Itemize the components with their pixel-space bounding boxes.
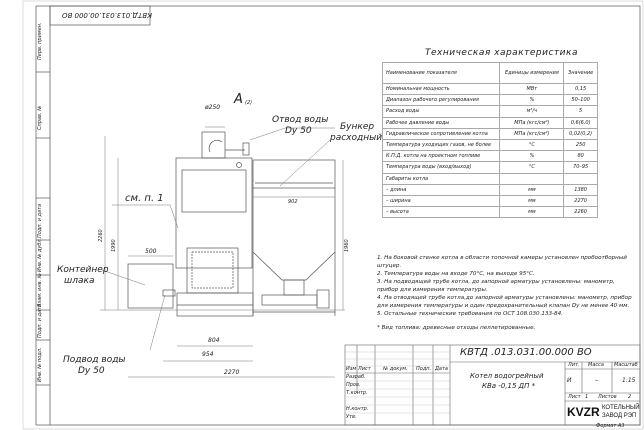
tech-cell: 250: [564, 139, 598, 150]
role: Н.контр.: [346, 406, 369, 412]
tech-cell: 2260: [564, 207, 598, 218]
mass-label: Масса: [588, 362, 604, 368]
sheets-value: 2: [628, 394, 632, 400]
product-name: Котел водогрейный: [470, 372, 544, 380]
tech-cell: °С: [500, 162, 564, 173]
tech-cell: Температура уходящих газов, не более: [383, 139, 500, 150]
tech-cell: Диапазон рабочего регулирования: [383, 95, 500, 106]
dim-902: 902: [288, 199, 298, 205]
col-sign: Подп.: [416, 366, 432, 372]
tech-row: [383, 195, 598, 206]
dim-2260: 2260: [98, 229, 104, 242]
tech-cell: МПа (кгс/см²): [500, 117, 564, 128]
tech-cell: 2270: [564, 195, 598, 206]
tech-cell: мм: [500, 184, 564, 195]
tech-cell: – длина: [383, 184, 500, 195]
hopper-label: Бункер: [340, 122, 375, 132]
role: Т.контр.: [346, 390, 368, 396]
hopper-label-2: расходный: [330, 133, 383, 143]
note-item: 1. На боковой стенке котла в области топочной камеры установлен пробоотборный штуцер.: [377, 255, 627, 269]
tech-cell: 0,15: [564, 84, 598, 95]
chimney-diameter: ø250: [205, 104, 221, 111]
company-logo: KVZR: [567, 405, 600, 419]
tech-cell: – высота: [383, 207, 500, 218]
rotated-stamp-code: КВТД.013.031.00.000 ВО: [62, 11, 152, 19]
tech-title: Техническая характеристика: [425, 48, 578, 58]
tech-cell: 1380: [564, 184, 598, 195]
side-label: Справ. №: [37, 105, 43, 130]
tech-cell: 5: [564, 106, 598, 117]
col-list: Лист: [358, 366, 371, 372]
scale-label: Масштаб: [614, 362, 638, 368]
tech-cell: Рабочее давление воды: [383, 117, 500, 128]
col-doc: № докум.: [383, 366, 408, 372]
water-outlet-dy: Dy 50: [285, 126, 312, 136]
tech-cell: 0,6(6,0): [564, 117, 598, 128]
tech-cell: Номинальная мощность: [383, 84, 500, 95]
lit-label: Лит.: [568, 362, 580, 368]
header-cell: Значение: [564, 63, 598, 84]
view-a-sub: (2): [245, 100, 253, 106]
tech-cell: 50–100: [564, 95, 598, 106]
note-item: 5. Остальные технические требования по ОСТ 108.030.133-84.: [377, 311, 563, 317]
col-date: Дата: [435, 366, 448, 372]
container-label-2: шлака: [64, 276, 95, 286]
mass-value: –: [595, 377, 598, 384]
note-item: 3. На подводящей трубе котла, до запорной арматуры установлены: манометр, прибор для измерения температуры.: [377, 279, 615, 293]
role: Утв.: [346, 414, 357, 420]
tech-table: [382, 62, 598, 218]
tech-cell: – ширина: [383, 195, 500, 206]
tech-row: [383, 151, 598, 162]
tech-cell: МВт: [500, 84, 564, 95]
side-label: Инв. № дубл.: [37, 237, 43, 272]
tech-row: [383, 106, 598, 117]
view-a-label: А: [234, 92, 243, 107]
tech-cell: [500, 173, 564, 184]
header-cell: Единицы измерения: [500, 63, 564, 84]
water-inlet-label: Подвод воды: [63, 355, 126, 365]
tech-cell: мм: [500, 207, 564, 218]
note-item: * Вид топлива: древесные отходы пеллетированные.: [377, 325, 536, 331]
tech-cell: мм: [500, 195, 564, 206]
water-outlet-label: Отвод воды: [272, 115, 329, 125]
side-label: Подп. и дата: [37, 203, 43, 238]
dim-954: 954: [202, 351, 214, 358]
product-model: КВа -0,15 ДП *: [482, 382, 536, 390]
header-cell: Наименование показателя: [383, 63, 500, 84]
tech-row: [383, 84, 598, 95]
tech-cell: Гидравлическое сопротивление котла: [383, 128, 500, 139]
tech-cell: м³/ч: [500, 106, 564, 117]
tech-cell: [564, 173, 598, 184]
dim-2270: 2270: [224, 369, 240, 376]
tech-row: [383, 207, 598, 218]
tech-row: [383, 184, 598, 195]
company-name-1: КОТЕЛЬНЫЙ: [602, 405, 640, 411]
tech-cell: 70–95: [564, 162, 598, 173]
note-item: 2. Температура воды на входе 70°С, на выходе 95°С.: [377, 271, 535, 277]
side-label: Подп. и дата: [37, 303, 43, 338]
tech-cell: 80: [564, 151, 598, 162]
container-label: Контейнер: [57, 265, 109, 275]
tech-cell: 0,02(0,2): [564, 128, 598, 139]
tech-cell: Габариты котла: [383, 173, 500, 184]
side-label: Перв. примен.: [37, 22, 43, 60]
sheet-value: 1: [585, 394, 589, 400]
dim-500: 500: [145, 248, 157, 255]
tech-row: [383, 162, 598, 173]
lit-value: И: [567, 377, 572, 384]
sheets-label: Листов: [598, 394, 617, 400]
tech-cell: К.П.Д. котла на проектном топливе: [383, 151, 500, 162]
role: Разраб.: [346, 374, 366, 380]
col-izm: Изм: [346, 366, 357, 372]
tech-row: [383, 117, 598, 128]
side-label: Инв. № подл.: [37, 347, 43, 382]
tech-cell: Температура воды (вход/выход): [383, 162, 500, 173]
sheet-label: Лист: [568, 394, 581, 400]
notes: [377, 254, 632, 332]
dim-1960: 1960: [344, 239, 350, 252]
dim-804: 804: [208, 337, 220, 344]
tech-row: [383, 173, 598, 184]
tech-cell: %: [500, 151, 564, 162]
tech-row: [383, 95, 598, 106]
tech-cell: МПа (кгс/см²): [500, 128, 564, 139]
side-label: Взам. инв. №: [37, 273, 43, 307]
note-item: 4. На отводящей трубе котла,до запорной арматуры установлены: манометр, прибор для измерения температуры и один предохранительный клапан Dу не менее 40 мм.: [377, 295, 632, 309]
sheet-format: Формат А3: [596, 423, 625, 429]
role: Пров.: [346, 382, 361, 388]
tech-row: [383, 139, 598, 150]
dim-1990: 1990: [111, 239, 117, 252]
tech-cell: %: [500, 95, 564, 106]
tech-cell: °С: [500, 139, 564, 150]
drawing-code: КВТД .013.031.00.000 ВО: [460, 347, 592, 358]
water-inlet-dy: Dy 50: [78, 366, 105, 376]
tech-row: [383, 128, 598, 139]
scale-value: 1:15: [622, 377, 636, 384]
tech-cell: Расход воды: [383, 106, 500, 117]
company-name-2: ЗАВОД РЭП: [602, 413, 637, 419]
see-note-label: см. п. 1: [125, 193, 164, 204]
